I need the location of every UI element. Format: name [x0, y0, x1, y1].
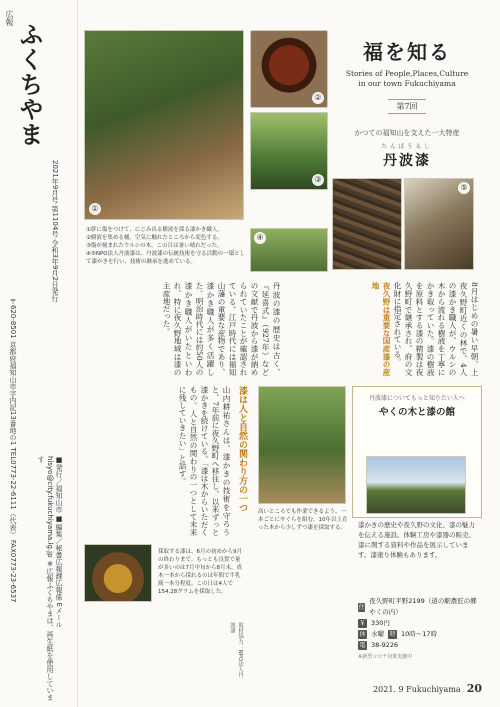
facility-name: やくの木と漆の館 [378, 407, 455, 418]
phone-icon: 電 [359, 642, 366, 649]
episode-number: 第7回 [388, 99, 425, 114]
subtitle-line-2: in our town Fukuchiyama [358, 79, 456, 88]
info-fee [358, 618, 482, 629]
forest-caption: 高いところでも作業できるよう、一本ごとにやぐらを組む。10年以上育った木から少しずつ漆を採取する。 [258, 509, 348, 531]
photo-craftsman [84, 30, 244, 220]
caption: ①幹に傷をつけて、にじみ出る樹液を採る漆かき職人。 [86, 227, 223, 233]
photo-lacquer-jar [84, 544, 152, 602]
article-header [334, 30, 480, 176]
info-address [358, 596, 482, 618]
fee-value: 330円 [371, 619, 390, 627]
photo-number: ② [312, 92, 324, 104]
photo-tree-bark [332, 178, 402, 270]
photo-number: ① [89, 203, 101, 215]
address-value: 夜久野町平野2199（道の駅農匠の郷やくの内） [369, 597, 477, 616]
photo-worker-forest [250, 228, 328, 272]
page-number: 20 [466, 682, 482, 695]
info-note: ※新型コロナ対策実施中 [358, 654, 413, 660]
photo-captions [86, 226, 246, 266]
info-tag: 丹波漆についてもっと知りたい人へ [369, 395, 465, 402]
address-icon: 住 [358, 603, 365, 611]
photo-sap-bowl [250, 30, 328, 108]
clock-icon: 時 [389, 631, 396, 638]
photo-facility [366, 456, 466, 514]
article-intro [284, 282, 480, 376]
masthead-publisher: ■発行／福知山市 ■編集／秘書広報課広報係 Eメール hisyo@city.fukuchiyama.lg.jp ※広報ふくちやまは、再生紙を使用しています [37, 456, 63, 701]
masthead-label: 広報 [5, 10, 14, 26]
interview-credit: 取材協力：NPO法人丹波漆 [229, 622, 243, 678]
masthead [0, 0, 78, 707]
masthead-issue: 2021年9月号 第1104号 令和3年9月2日発行 [51, 160, 59, 302]
info-tel [358, 640, 482, 651]
intro-text: 8月はじめの暑い早朝、上夜久野町近くの林で、4人の漆かき職人が、ウルシの木から流れる樹液を丁寧にかき取っていた。漆の樹液を原料とする漆の精製は夜久野町で継承され、府の文化財に指定されている。 [393, 282, 479, 376]
jar-caption: 採取する漆は、6月の初めから9月の終わりまで。もっとも良質で量が多いのは7月中旬から8月末。成木一本から採れるのは年間で牛乳瓶一本分程度。この日は4人で154.28グラムを採取した。 [158, 549, 242, 595]
section-title: 福を知る [363, 40, 451, 64]
facility-details [358, 596, 482, 663]
info-hours [358, 629, 482, 640]
caption: ④⑤NPO法人丹波漆は、丹波漆の伝統技術を守る活動の一環として漆かきを行い、技術の継承を進めている。 [86, 251, 246, 265]
article-section1: 丹波の漆の歴史は古く、『延喜式』（927年）などの文献で丹波から漆が納められていたことが確認されている。江戸時代には福知山藩の重要な産物であり、漆かき職人が多く活躍した。明治時代には約50人の漆かき職人がいたといわれ、特に夜久野地域は漆の主産地だった。 [162, 282, 281, 376]
section1-heading: 夜久野は重要な国産漆の産地 [371, 282, 391, 376]
subtitle-line-1: Stories of People,Places,Culture [345, 69, 469, 78]
caption: ③傷が刻まれたウルシの木。この日は暑い晴れだった。 [86, 243, 223, 249]
masthead-address: 〒620-8501 京都府福知山市字内記13番地の1 TEL0773-22-6111（代表） FAX0773-23-6537 [9, 298, 17, 603]
facility-description: 漆かきの歴史や夜久野の文化、漆の魅力を伝える施設。体験工房や漆器の販売、漆に関する資料や作品を展示しています。漆塗り体験もあります。 [358, 521, 475, 559]
closed-icon: 休 [359, 631, 366, 638]
article-lead: かつての福知山を支えた一大特産 [354, 129, 460, 137]
photo-number: ⑤ [458, 182, 470, 194]
article-name-ruby: たんばうるし [381, 144, 433, 150]
footer-text: 2021. 9 Fukuchiyama [373, 685, 461, 694]
tel-value: 38-9226 [371, 641, 399, 649]
section2-heading: 漆は人と自然の関わり方の一つ [237, 386, 247, 512]
photo-number: ④ [254, 232, 266, 244]
masthead-title: ふくちやま [15, 22, 43, 147]
photo-scaffold-forest [258, 386, 346, 504]
photo-lacquer-trees [250, 112, 328, 190]
article-name: 丹波漆 [383, 153, 431, 169]
hours-value: 10時～17時 [401, 630, 438, 638]
caption: ②樹液を集める桶。空気に触れたところから変色する。 [86, 235, 223, 241]
closed-value: 水曜 [371, 630, 384, 638]
page-footer [373, 682, 482, 695]
photo-number: ③ [312, 174, 324, 186]
article-section2: 山内耕祐さんは、漆かきの技術を守ろうと、7年前に夜久野町へ移住し、以来ずっと漆かきを続けている。「漆は木からいただくもの。人と自然の関わりの一つとして未来に残していきたい」と話す。 [178, 386, 231, 536]
section-subtitle [334, 69, 480, 89]
photo-tapping [404, 178, 474, 270]
fee-icon: ￥ [359, 620, 366, 627]
